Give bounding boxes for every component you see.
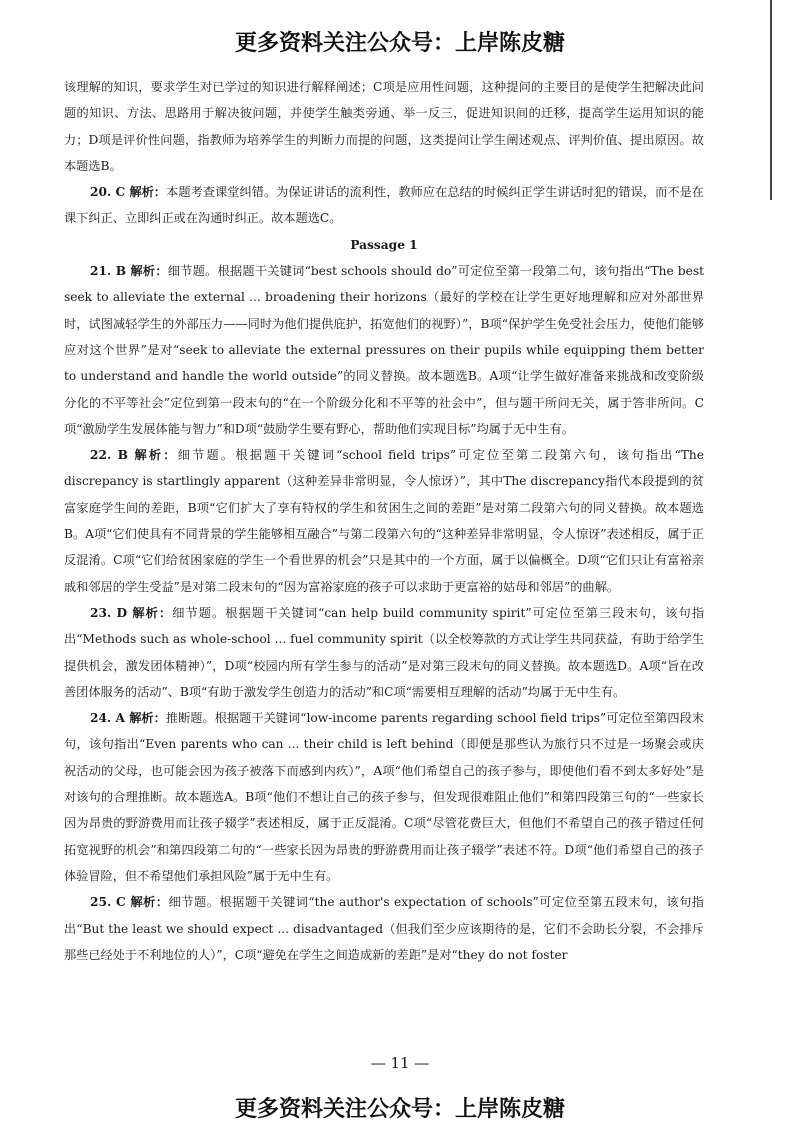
answer-24-text: 推断题。根据题干关键词“low-income parents regarding school field trips”可定位至第四段末句，该句指出“Even parents who can ... their child is left behind（即便是那些认为旅行只不过是一场聚会或庆祝活动的父母，也可能会因为孩子被落下而感到内疚）”，A项“他们希望自己的孩子参与，即使他们看不到太多好处”是对该句的合理推断。故本题选A。B项“他们不想让自己的孩子参与，但发现很难阻止他们”和第四段第三句的“一些家长因为昂贵的野游费用而让孩子辍学”表述相反，属于正反混淆。C项“尽管花费巨大，但他们不希望自己的孩子错过任何拓宽视野的机会”和第四段第二句的“一些家长因为昂贵的野游费用而让孩子辍学”表述不符。D项“他们希望自己的孩子体验冒险，但不希望他们承担风险”属于无中生有。 xyxy=(64,711,704,883)
page-content xyxy=(64,74,704,968)
answer-22-label: 22. B 解析： xyxy=(90,448,178,463)
answer-21-text: 细节题。根据题干关键词“best schools should do”可定位至第一段第二句，该句指出“The best seek to alleviate the external ... broadening their horizons（最好的学校在让学生更好地理解和应对外部世界时，试图减轻学生的外部压力——同时为他们提供庇护，拓宽他们的视野）”，B项“保护学生免受社会压力，使他们能够应对这个世界”是对“seek to alleviate the external pressures on their pupils while equipping them better to understand and handle the world outside”的同义替换。故本题选B。A项“让学生做好准备来挑战和改变阶级分化的不平等社会”定位到第一段末句的“在一个阶级分化和不平等的社会中”，但与题干所问无关，属于答非所问。C项“激励学生发展体能与智力”和D项“鼓励学生要有野心，帮助他们实现目标”均属于无中生有。 xyxy=(64,264,704,436)
answer-23 xyxy=(64,600,704,705)
answer-22 xyxy=(64,442,704,600)
footer-banner: 更多资料关注公众号：上岸陈皮糖 xyxy=(234,1097,565,1122)
header-banner: 更多资料关注公众号：上岸陈皮糖 xyxy=(234,31,565,56)
answer-25-text: 细节题。根据题干关键词“the author's expectation of schools”可定位至第五段末句，该句指出“But the least we should expect ... disadvantaged（但我们至少应该期待的是，它们不会助长分裂，不会排斥那些已经处于不利地位的人）”，C项“避免在学生之间造成新的差距”是对“they do not foster xyxy=(64,895,704,962)
scan-edge-line xyxy=(770,0,772,200)
answer-25 xyxy=(64,889,704,968)
answer-20-text: 本题考查课堂纠错。为保证讲话的流利性，教师应在总结的时候纠正学生讲话时犯的错误，而不是在课下纠正、立即纠正或在沟通时纠正。故本题选C。 xyxy=(64,185,704,226)
answer-24-label: 24. A 解析： xyxy=(90,711,166,726)
passage-title: Passage 1 xyxy=(350,237,418,252)
answer-23-label: 23. D 解析： xyxy=(90,605,173,620)
answer-23-text: 细节题。根据题干关键词“can help build community spirit”可定位至第三段末句，该句指出“Methods such as whole-school ... fuel community spirit（以全校筹款的方式让学生共同获益，有助于给学生提供机会，激发团体精神）”，D项“校园内所有学生参与的活动”是对第三段末句的同义替换。故本题选D。A项“旨在改善团体服务的活动”、B项“有助于激发学生创造力的活动”和C项“需要相互理解的活动”均属于无中生有。 xyxy=(64,605,705,699)
paragraph-continuation: 该理解的知识，要求学生对已学过的知识进行解释阐述；C项是应用性问题，这种提问的主要目的是使学生把解决此问题的知识、方法、思路用于解决彼问题，并使学生触类旁通、举一反三，促进知识间的迁移，提高学生运用知识的能力；D项是评价性问题，指教师为培养学生的判断力而提的问题，这类提问让学生阐述观点、评判价值、提出原因。故本题选B。 xyxy=(64,80,704,173)
page-number: — 11 — xyxy=(370,1054,430,1072)
answer-21 xyxy=(64,258,704,442)
answer-25-label: 25. C 解析： xyxy=(90,895,169,910)
answer-20-label: 20. C 解析： xyxy=(90,185,167,200)
answer-21-label: 21. B 解析： xyxy=(90,264,168,279)
answer-22-text: 细节题。根据题干关键词“school field trips”可定位至第二段第六句，该句指出“The discrepancy is startlingly apparent（这种差异非常明显，令人惊讶）”，其中The discrepancy指代本段提到的贫富家庭学生间的差距，B项“它们扩大了享有特权的学生和贫困生之间的差距”是对第二段第六句的同义替换。故本题选B。A项“它们使具有不同背景的学生能够相互融合”与第二段第六句的“这种差异非常明显，令人惊讶”表述相反，属于正反混淆。C项“它们给贫困家庭的学生一个看世界的机会”只是其中的一个方面，属于以偏概全。D项“它们只让有富裕亲戚和邻居的学生受益”是对第二段末句的“因为富裕家庭的孩子可以求助于更富裕的姑母和邻居”的曲解。 xyxy=(64,448,704,594)
answer-20 xyxy=(64,179,704,232)
answer-24 xyxy=(64,705,704,889)
